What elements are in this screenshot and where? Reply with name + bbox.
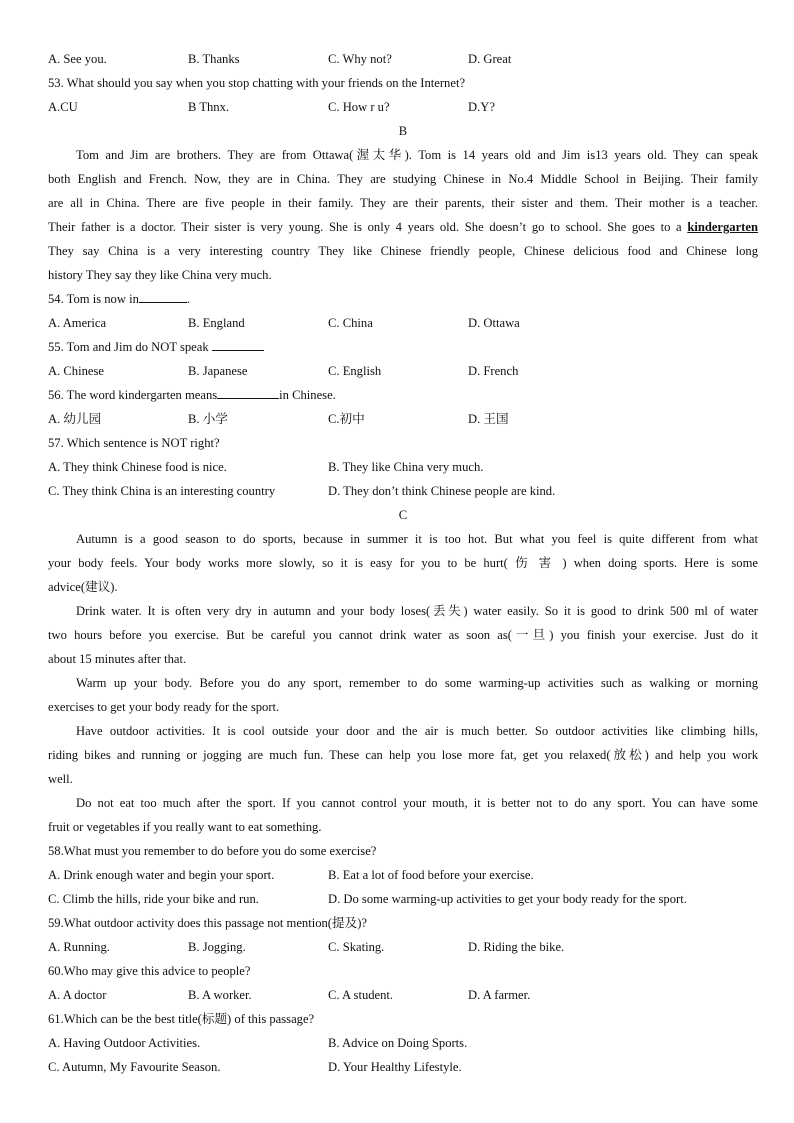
q56-option-b: B. 小学 xyxy=(188,412,228,426)
q54-end: . xyxy=(186,292,191,306)
q53-option-a: A.CU xyxy=(48,100,78,114)
q59-option-b: B. Jogging. xyxy=(188,940,246,954)
passage-c-line: two hours before you exercise. But be careful you cannot drink water as soon as(一旦) you finish your exercise. Just do it xyxy=(48,628,758,642)
passage-c-line: fruit or vegetables if you really want to eat something. xyxy=(48,820,322,834)
passage-b-line: They say China is a very interesting country They like Chinese friendly people, Chinese delicious food and Chinese long xyxy=(48,244,758,258)
q54-option-c: C. China xyxy=(328,316,373,330)
q58-option-c: C. Climb the hills, ride your bike and run. xyxy=(48,892,259,906)
passage-b-line: history They say they like China very much. xyxy=(48,268,272,282)
q58-option-d: D. Do some warming-up activities to get your body ready for the sport. xyxy=(328,892,687,906)
q59-option-a: A. Running. xyxy=(48,940,110,954)
passage-b-line xyxy=(48,218,758,242)
q52-option-b: B. Thanks xyxy=(188,52,240,66)
q56-option-a: A. 幼儿园 xyxy=(48,412,102,426)
q57-option-d: D. They don’t think Chinese people are kind. xyxy=(328,484,556,498)
q53-option-d: D.Y? xyxy=(468,100,495,114)
q53-options xyxy=(48,98,758,122)
q61-option-b: B. Advice on Doing Sports. xyxy=(328,1036,468,1050)
q58-option-a: A. Drink enough water and begin your sport. xyxy=(48,868,275,882)
q61-option-d: D. Your Healthy Lifestyle. xyxy=(328,1060,462,1074)
q60-option-b: B. A worker. xyxy=(188,988,252,1002)
q55-question xyxy=(48,338,758,362)
q54-options xyxy=(48,314,758,338)
q56-text-end: in Chinese. xyxy=(279,388,336,402)
q54-option-d: D. Ottawa xyxy=(468,316,520,330)
passage-c-line: Have outdoor activities. It is cool outside your door and the air is much better. So outdoor activities like climbing hills, xyxy=(76,724,758,738)
answer-blank xyxy=(217,386,279,399)
q56-option-c: C.初中 xyxy=(328,412,365,426)
passage-c-line: Do not eat too much after the sport. If you cannot control your mouth, it is better not to do any sport. You can have some xyxy=(76,796,758,810)
q57-options-row2 xyxy=(48,482,758,506)
q56-question xyxy=(48,386,758,410)
passage-c-line: about 15 minutes after that. xyxy=(48,652,187,666)
q55-text: 55. Tom and Jim do NOT speak xyxy=(48,340,209,354)
section-c-heading: C xyxy=(398,508,408,522)
q52-options xyxy=(48,50,758,74)
q58-question: 58.What must you remember to do before you do some exercise? xyxy=(48,844,377,858)
passage-c-line: advice(建议). xyxy=(48,580,118,594)
passage-c-line: Warm up your body. Before you do any sport, remember to do some warming-up activities such as walking or morning xyxy=(76,676,758,690)
q60-option-a: A. A doctor xyxy=(48,988,107,1002)
section-c-passage xyxy=(48,530,758,842)
passage-c-line: riding bikes and running or jogging are much fun. These can help you lose more fat, get you relaxed(放松) and help you work xyxy=(48,748,758,762)
q56-options xyxy=(48,410,758,434)
passage-b-line: Tom and Jim are brothers. They are from Ottawa(渥太华). Tom is 14 years old and Jim is13 years old. They can speak xyxy=(76,148,758,162)
q59-option-c: C. Skating. xyxy=(328,940,385,954)
q54-option-b: B. England xyxy=(188,316,245,330)
q57-option-c: C. They think China is an interesting country xyxy=(48,484,276,498)
q52-option-c: C. Why not? xyxy=(328,52,392,66)
q53-option-c: C. How r u? xyxy=(328,100,390,114)
q61-options-row1 xyxy=(48,1034,758,1058)
section-b-heading: B xyxy=(398,124,408,138)
passage-b-text: Their father is a doctor. Their sister is very young. She is only 4 years old. She doesn’t go to school. She goes to a xyxy=(48,220,682,234)
q55-option-a: A. Chinese xyxy=(48,364,104,378)
q55-option-b: B. Japanese xyxy=(188,364,248,378)
q60-options xyxy=(48,986,758,1010)
q61-options-row2 xyxy=(48,1058,758,1082)
exam-page xyxy=(48,50,758,1082)
passage-b-line: both English and French. Now, they are in China. They are studying Chinese in No.4 Middle School in Beijing. Their family xyxy=(48,172,758,186)
q55-option-c: C. English xyxy=(328,364,382,378)
answer-blank xyxy=(139,290,187,303)
q56-option-d: D. 王国 xyxy=(468,412,509,426)
q58-option-b: B. Eat a lot of food before your exercise. xyxy=(328,868,534,882)
section-b-passage xyxy=(48,146,758,290)
passage-c-line: well. xyxy=(48,772,73,786)
q56-text: 56. The word kindergarten means xyxy=(48,388,218,402)
q60-option-c: C. A student. xyxy=(328,988,394,1002)
passage-c-line: Autumn is a good season to do sports, because in summer it is too hot. But what you feel is quite different from what xyxy=(76,532,758,546)
q59-option-d: D. Riding the bike. xyxy=(468,940,565,954)
keyword-kindergarten: kindergarten xyxy=(687,220,758,234)
q57-option-a: A. They think Chinese food is nice. xyxy=(48,460,227,474)
passage-c-line: your body feels. Your body works more slowly, so it is easy for you to be hurt( 伤 害 ) when doing sports. Here is some xyxy=(48,556,758,570)
q59-question: 59.What outdoor activity does this passage not mention(提及)? xyxy=(48,916,367,930)
q57-options-row1 xyxy=(48,458,758,482)
q54-question xyxy=(48,290,758,314)
q55-option-d: D. French xyxy=(468,364,519,378)
q52-option-a: A. See you. xyxy=(48,52,107,66)
passage-b-line: are all in China. There are five people in their family. They are their parents, their sister and them. Their mother is a teacher. xyxy=(48,196,758,210)
answer-blank xyxy=(212,338,264,351)
q53-option-b: B Thnx. xyxy=(188,100,230,114)
q61-option-a: A. Having Outdoor Activities. xyxy=(48,1036,201,1050)
q58-options-row1 xyxy=(48,866,758,890)
q54-text: 54. Tom is now in xyxy=(48,292,139,306)
passage-c-line: Drink water. It is often very dry in autumn and your body loses(丢失) water easily. So it is good to drink 500 ml of water xyxy=(76,604,758,618)
q55-options xyxy=(48,362,758,386)
q60-option-d: D. A farmer. xyxy=(468,988,531,1002)
q60-question: 60.Who may give this advice to people? xyxy=(48,964,251,978)
q59-options xyxy=(48,938,758,962)
q57-option-b: B. They like China very much. xyxy=(328,460,484,474)
q52-option-d: D. Great xyxy=(468,52,512,66)
q57-question: 57. Which sentence is NOT right? xyxy=(48,436,220,450)
q54-option-a: A. America xyxy=(48,316,107,330)
q53-question: 53. What should you say when you stop chatting with your friends on the Internet? xyxy=(48,76,466,90)
q61-option-c: C. Autumn, My Favourite Season. xyxy=(48,1060,221,1074)
q61-question: 61.Which can be the best title(标题) of this passage? xyxy=(48,1012,315,1026)
q58-options-row2 xyxy=(48,890,758,914)
passage-c-line: exercises to get your body ready for the sport. xyxy=(48,700,280,714)
